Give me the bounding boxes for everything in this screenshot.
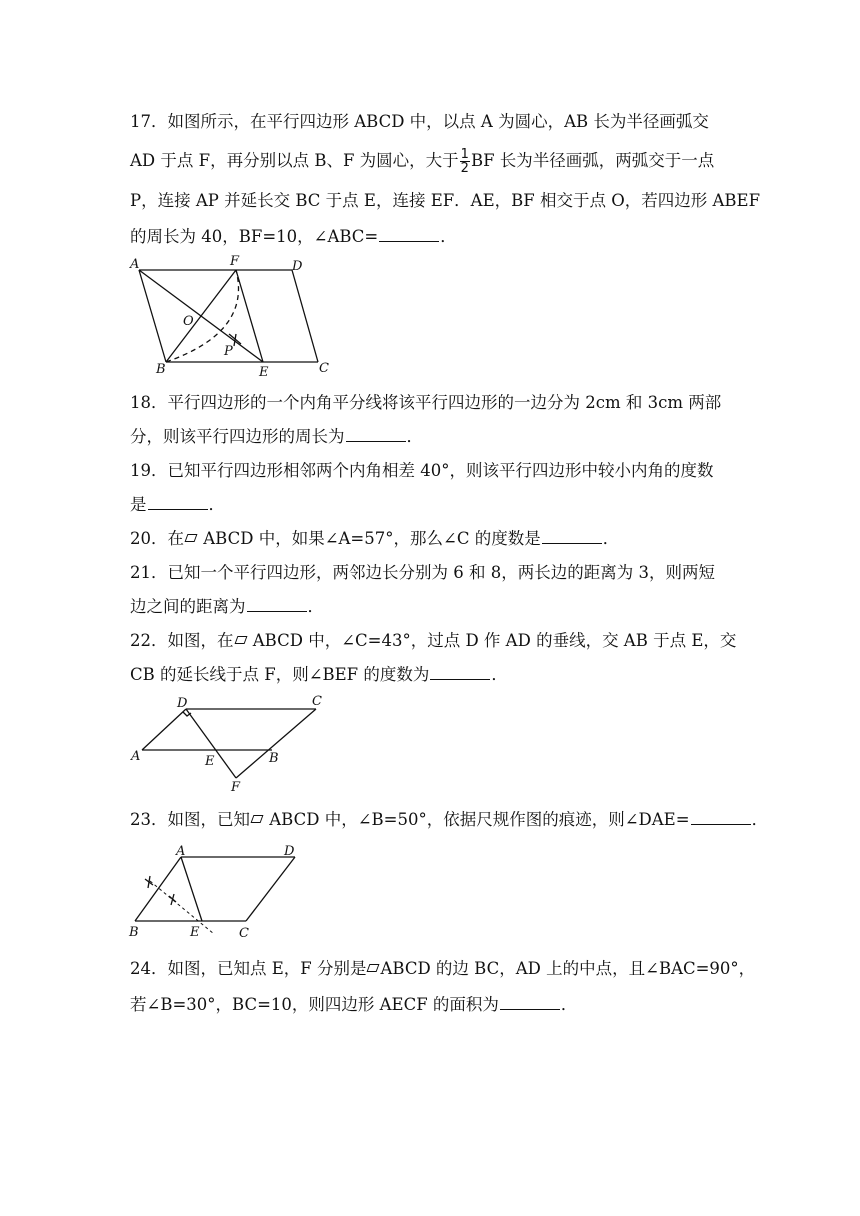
point-label-c: C	[239, 926, 249, 941]
answer-blank	[379, 227, 439, 242]
parallelogram-icon	[234, 636, 247, 644]
q20-text: 20．在	[130, 529, 184, 548]
q17-text: 的周长为 40，BF=10，∠ABC=	[130, 227, 379, 246]
point-label-e: E	[190, 925, 200, 940]
segment-FE	[236, 270, 263, 362]
q23-text: ．	[751, 810, 769, 829]
segment-AD	[142, 709, 186, 750]
q17-line-2	[130, 148, 714, 175]
q20-text: ．	[602, 529, 620, 548]
q22-text: 22．如图，在	[130, 631, 234, 650]
point-label-f: F	[231, 780, 241, 795]
q21-text: 边之间的距离为	[130, 597, 246, 616]
q22-line-1	[130, 631, 736, 651]
q17-line-4	[130, 227, 457, 247]
fraction-one-half	[460, 148, 470, 175]
q17-text: ．	[440, 227, 457, 246]
q17-text: AD 于点 F，再分别以点 B、F 为圆心，大于	[130, 151, 459, 170]
q24-text: 24．如图，已知点 E，F 分别是	[130, 959, 367, 978]
fraction-denominator: 2	[460, 161, 469, 176]
q18-line-2	[130, 427, 423, 447]
point-label-f: F	[230, 254, 240, 269]
answer-blank	[346, 427, 406, 442]
q19-line-1: 19．已知平行四边形相邻两个内角相差 40°，则该平行四边形中较小内角的度数	[130, 461, 714, 480]
point-label-e: E	[205, 754, 215, 769]
segment-CF	[236, 709, 316, 778]
parallelogram-icon	[185, 534, 198, 542]
q24-text: ．	[560, 995, 578, 1014]
q18-line-1: 18．平行四边形的一个内角平分线将该平行四边形的一边分为 2cm 和 3cm 两部	[130, 393, 722, 412]
q20-text: ABCD 中，如果∠A=57°，那么∠C 的度数是	[198, 529, 541, 548]
q21-line-1: 21．已知一个平行四边形，两邻边长分别为 6 和 8，两长边的距离为 3，则两短	[130, 563, 715, 582]
q22-text: ．	[491, 665, 508, 684]
fraction-numerator: 1	[460, 147, 469, 162]
q19-text: 是	[130, 495, 147, 514]
point-label-d: D	[284, 844, 295, 859]
point-label-c: C	[312, 694, 322, 709]
answer-blank	[148, 495, 208, 510]
q21-text: ．	[307, 597, 324, 616]
q24-text: ABCD 的边 BC，AD 上的中点，且∠BAC=90°，	[380, 959, 756, 978]
q18-text: ．	[406, 427, 423, 446]
q17-line-3: P，连接 AP 并延长交 BC 于点 E，连接 EF．AE，BF 相交于点 O，若四边形 ABEF	[130, 191, 761, 210]
segment-AB	[139, 270, 166, 362]
answer-blank	[500, 995, 560, 1010]
point-label-d: D	[177, 696, 188, 711]
q17-figure	[126, 255, 346, 380]
q24-line-1	[130, 959, 755, 979]
parallelogram-icon	[251, 815, 264, 823]
segment-DC	[246, 857, 295, 921]
q24-text: 若∠B=30°，BC=10，则四边形 AECF 的面积为	[130, 995, 499, 1014]
segment-AB	[135, 857, 181, 921]
q23-text: 23．如图，已知	[130, 810, 250, 829]
point-label-a: A	[131, 749, 141, 764]
point-label-e: E	[259, 365, 269, 380]
point-label-b: B	[269, 751, 279, 766]
bisector-trace	[150, 881, 214, 934]
point-label-b: B	[129, 925, 139, 940]
q23-line-1	[130, 810, 768, 830]
point-label-o: O	[183, 314, 194, 329]
q19-line-2	[130, 495, 225, 515]
answer-blank	[247, 597, 307, 612]
q18-text: 分，则该平行四边形的周长为	[130, 427, 345, 446]
answer-blank	[430, 665, 490, 680]
q22-line-2	[130, 665, 508, 685]
segment-DC	[292, 270, 318, 362]
q23-text: ABCD 中，∠B=50°，依据尺规作图的痕迹，则∠DAE=	[264, 810, 690, 829]
point-label-a: A	[176, 844, 186, 859]
q22-figure	[126, 690, 336, 800]
q22-text: CB 的延长线于点 F，则∠BEF 的度数为	[130, 665, 430, 684]
q21-line-2	[130, 597, 324, 617]
point-label-b: B	[156, 362, 166, 377]
segment-AE	[181, 857, 202, 921]
q19-text: ．	[208, 495, 225, 514]
q17-text: BF 长为半径画弧，两弧交于一点	[470, 151, 715, 170]
point-label-p: P	[224, 344, 233, 359]
q22-text: ABCD 中，∠C=43°，过点 D 作 AD 的垂线，交 AB 于点 E，交	[247, 631, 737, 650]
q24-line-2	[130, 995, 577, 1015]
q20-line-1	[130, 529, 619, 549]
point-label-d: D	[292, 259, 303, 274]
parallelogram-icon	[367, 964, 380, 972]
answer-blank	[691, 810, 751, 825]
right-angle-mark	[183, 712, 191, 716]
q17-line-1: 17．如图所示，在平行四边形 ABCD 中，以点 A 为圆心，AB 长为半径画弧交	[130, 112, 709, 131]
q23-figure	[126, 838, 306, 946]
point-label-c: C	[319, 361, 329, 376]
point-label-a: A	[130, 257, 140, 272]
answer-blank	[542, 529, 602, 544]
